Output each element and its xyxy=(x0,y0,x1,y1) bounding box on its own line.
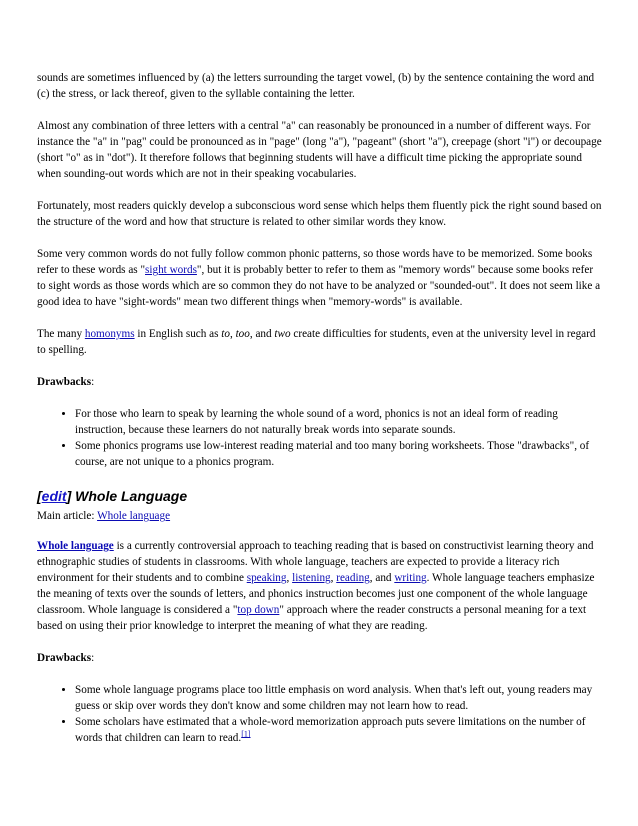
list-item: • Some phonics programs use low-interest reading material and too many boring worksheets. Those "drawbacks", of course, are not unique to a phonics program. xyxy=(75,438,603,470)
writing-link[interactable]: writing xyxy=(394,572,427,584)
speaking-link[interactable]: speaking xyxy=(246,572,287,584)
edit-link[interactable]: edit xyxy=(41,488,67,504)
paragraph-memory-words: Some very common words do not fully follow common phonic patterns, so those words have to be memorized. Some books refer to these words as "sight words", but it is probably better to refer to them as "memory words" because some books refer to sight words as those words which are so common they do not have to be analyzed or "sounded-out". It does not seem like a good idea to have "sight-words" mean two different things when "memory-words" is available. xyxy=(37,248,601,308)
homonyms-link[interactable]: homonyms xyxy=(84,328,135,340)
paragraph-letter-combinations: Almost any combination of three letters with a central "a" can reasonably be pronounced in a number of different ways. For instance the "a" in "pag" could be pronounced as in "page" (long "a"), "pageant" (short "a"), creepage (short "i") or decoupage (short "o" as in "dot"). It therefore follows that beginning students will have a difficult time picking the appropriate sound when sounding-out words which are not in their speaking vocabularies. xyxy=(37,120,602,180)
top-down-link[interactable]: top down xyxy=(237,604,280,616)
whole-language-drawbacks-list xyxy=(37,682,603,746)
list-item: • For those who learn to speak by learning the whole sound of a word, phonics is not an ideal form of reading instruction, because these learners do not naturally break words into separate sounds. xyxy=(75,406,603,438)
drawbacks-label-whole-language: Drawbacks: xyxy=(37,652,95,664)
whole-language-article-link[interactable]: Whole language xyxy=(97,510,171,522)
list-item: • Some whole language programs place too little emphasis on word analysis. When that's left out, young readers may guess or skip over words they don't know and some children may not learn how to read. xyxy=(75,682,603,714)
main-article-note: Main article: Whole language xyxy=(37,510,171,522)
paragraph-homonyms: The many homonyms in English such as to, too, and two create difficulties for students, even at the university level in regard to spelling. xyxy=(37,328,596,356)
section-heading-whole-language: [edit] Whole Language xyxy=(37,488,188,504)
whole-language-link[interactable]: Whole language xyxy=(37,540,114,552)
footnote-link[interactable]: [1] xyxy=(241,729,251,739)
phonics-drawbacks-list xyxy=(37,406,603,470)
list-item: • Some scholars have estimated that a whole-word memorization approach puts severe limitations on the number of words that children can learn to read.[1] xyxy=(75,714,603,746)
paragraph-vowel-influence: sounds are sometimes influenced by (a) the letters surrounding the target vowel, (b) by the sentence containing the word and (c) the stress, or lack thereof, given to the syllable containing the letter. xyxy=(37,72,595,100)
reading-link[interactable]: reading xyxy=(336,572,370,584)
drawbacks-label-phonics: Drawbacks: xyxy=(37,376,95,388)
document-page xyxy=(37,70,603,762)
paragraph-whole-language: Whole language is a currently controversial approach to teaching reading that is based on constructivist learning theory and ethnographic studies of students in classrooms. With whole language, teachers are expected to provide a literacy rich environment for their students and to combine speaking, listening, reading, and writing. Whole language teachers emphasize the meaning of texts over the sounds of letters, and phonics instruction becomes just one component of the whole language classroom. Whole language is considered a "top down" approach where the reader constructs a personal meaning for a text based on using their prior knowledge to interpret the meaning of what they are reading. xyxy=(37,540,595,632)
sight-words-link[interactable]: sight words xyxy=(145,264,197,276)
paragraph-word-sense: Fortunately, most readers quickly develop a subconscious word sense which helps them fluently pick the right sound based on the structure of the word and how that structure is related to other similar words they know. xyxy=(37,200,602,228)
listening-link[interactable]: listening xyxy=(292,572,331,584)
